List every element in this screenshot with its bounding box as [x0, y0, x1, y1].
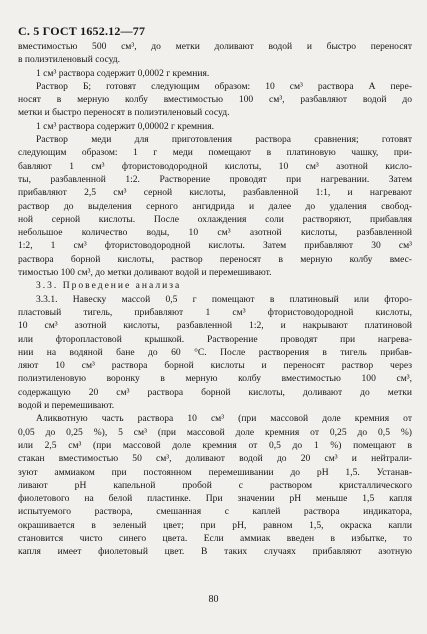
text-line: Раствор меди для приготовления раствора сравнения; готовят [36, 134, 412, 146]
text-line: вместимостью 500 см³, до метки доливают водой и быстро переносят [18, 41, 412, 52]
text-line: стакан вместимостью 50 см³, доливают водой до 20 см³ и нейтрали- [18, 453, 412, 465]
page-number: 80 [208, 594, 219, 605]
text-line: 1 см³ раствора содержит 0,0002 г кремния. [36, 67, 210, 79]
text-line: 10 см³ азотной кислоты, разбавленной 1:2, и накрывают платиновой [18, 320, 412, 332]
text-line: испытуемого раствора, смешанная с каплей раствора индикатора, [18, 506, 412, 518]
text-line: Аликвотную часть раствора 10 см³ (при массовой доле кремния от [36, 413, 412, 425]
text-line: небольшое количество воды, 10 см³ азотной кислоты, разбавленной [18, 227, 412, 239]
text-line: становится чисто синего цвета. Если аммиак введен в избытке, то [18, 532, 412, 544]
text-line: носят в мерную колбу вместимостью 100 см³, разбавляют водой до [18, 94, 412, 106]
text-line: 1 см³ раствора содержит 0,00002 г кремния. [36, 120, 214, 132]
text-line: или 2,5 см³ (при массовой доле кремния от 0,5 до 1 %) помещают в [18, 439, 412, 451]
text-line: раствора борной кислоты, раствор переносят в мерную колбу вмес- [18, 253, 412, 265]
text-line: ливают рН капельной пробой с раствором кристаллического [18, 479, 412, 491]
text-line: 1:2, 1 см³ фтористоводородной кислоты. Затем прибавляют 30 см³ [18, 240, 412, 252]
text-line: метки и быстро переносят в полиэтиленовый сосуд. [18, 107, 230, 119]
text-line: водой и перемешивают. [18, 400, 115, 412]
text-line: капля имеет фиолетовый цвет. В таких случаях прибавляют азотную [18, 546, 412, 558]
text-line: бавляют 1 см³ фтористоводородной кислоты, 10 см³ азотной кисло- [18, 160, 412, 172]
text-line: 0,05 до 0,25 %), 5 см³ (при массовой доле кремния от 0,25 до 0,5 %) [18, 426, 412, 438]
text-line: в полиэтиленовый сосуд. [18, 54, 120, 66]
text-line: тимостью 100 см³, до метки доливают водой и перемешивают. [18, 267, 272, 279]
document-body [18, 40, 412, 559]
text-line: 3.3. Проведение анализа [36, 280, 182, 292]
text-line: Раствор Б; готовят следующим образом: 10 см³ раствора А пере- [36, 80, 412, 92]
text-line: пластовый тигель, прибавляют 1 см³ фтористоводородной кислоты, [18, 306, 412, 318]
page-header: С. 5 ГОСТ 1652.12—77 [18, 24, 146, 38]
text-line: следующим образом: 1 г меди помещают в платиновую чашку, при- [18, 147, 412, 159]
text-line: зуют аммиаком при постоянном перемешивании до рН 1,5. Устанав- [18, 466, 412, 478]
text-line: окрашивается в зеленый цвет; при рН, равном 1,5, окраска капли [18, 519, 412, 531]
text-line: фиолетового на белой пластинке. При значении рН меньше 1,5 капля [18, 493, 412, 505]
text-line: содержащую 20 см³ раствора борной кислоты, доливают до метки [18, 386, 412, 398]
text-line: ты, разбавленной 1:2. Растворение проводят при нагревании. Затем [18, 173, 412, 185]
text-line: раствор до выделения серного ангидрида и далее до удаления свобод- [18, 200, 412, 212]
text-line: ной серной кислоты. После охлаждения соли растворяют, прибавляя [18, 213, 412, 225]
text-line: прибавляют 2,5 см³ серной кислоты, разбавленной 1:1, и нагревают [18, 187, 412, 199]
text-line: нии на водяной бане до 60 °С. После растворения в тигель прибав- [18, 346, 412, 358]
text-line: полиэтиленовую воронку в мерную колбу вместимостью 100 см³, [18, 373, 412, 385]
text-line: ляют 10 см³ раствора борной кислоты и переносят раствор через [18, 360, 412, 372]
text-line: или фторопластовой крышкой. Растворение проводят при нагрева- [18, 333, 412, 345]
text-line: 3.3.1. Навеску массой 0,5 г помещают в платиновый или фторо- [36, 293, 412, 305]
